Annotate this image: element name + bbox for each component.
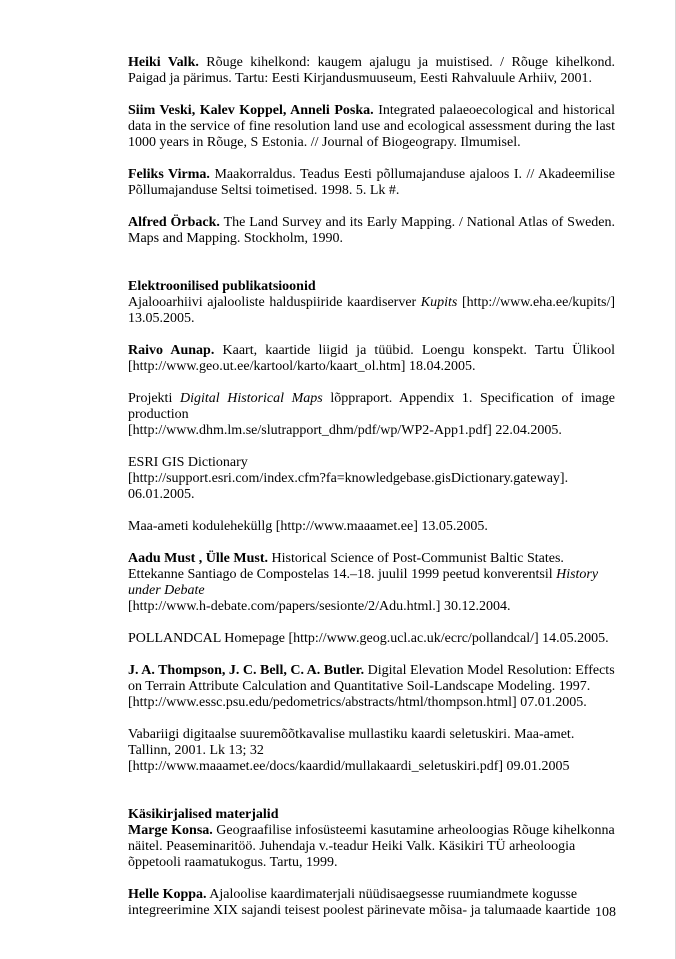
reference-text: lõppraport. Appendix 1. Specification of image production: [128, 391, 615, 422]
reference-text: Maakorraldus. Teadus Eesti põllumajanduse ajaloos I. // Akadeemilise Põllumajanduse Seltsi toimetised. 1998. 5. Lk #.: [128, 167, 616, 198]
reference-italic: Digital Historical Maps: [179, 391, 323, 406]
reference-text: Rõuge kihelkond: kaugem ajalugu ja muistised. / Rõuge kihelkond. Paigad ja pärimus. Tartu: Eesti Kirjandusmuuseum, Eesti Rahvaluule Arhiiv, 2001.: [128, 55, 615, 86]
reference-author: Alfred Örback.: [128, 215, 220, 230]
reference-text: Integrated palaeoecological and historical data in the service of fine resolution land use and ecological assessment during the last 1000 years in Rõuge, S Estonia. // Journal of Biogeograpy. Ilmumisel.: [128, 103, 615, 150]
reference-line: [128, 551, 615, 599]
reference-url: [http://www.essc.psu.edu/pedometrics/abstracts/html/thompson.html] 07.01.2005.: [128, 695, 587, 710]
reference-entry: [128, 103, 615, 151]
reference-entry: [128, 663, 615, 711]
reference-url: [http://www.dhm.lm.se/slutrapport_dhm/pdf/wp/WP2-App1.pdf] 22.04.2005.: [128, 423, 562, 438]
reference-entry: [128, 519, 615, 535]
reference-entry: [128, 455, 615, 503]
reference-author: J. A. Thompson, J. C. Bell, C. A. Butler.: [128, 663, 365, 678]
reference-entry: [128, 631, 615, 647]
reference-text: Projekti: [128, 391, 180, 406]
reference-entry: [128, 887, 615, 919]
section-heading-manuscripts: Käsikirjalised materjalid: [128, 807, 279, 822]
reference-italic: Kupits: [420, 295, 458, 310]
reference-entry: [128, 343, 615, 375]
reference-author: Siim Veski, Kalev Koppel, Anneli Poska.: [128, 103, 374, 118]
reference-text: Historical Science of Post-Communist Baltic States. Ettekanne Santiago de Compostelas 14.–18. juulil 1999 peetud konverentsil: [128, 551, 564, 582]
reference-entry: [128, 167, 615, 199]
reference-author: Helle Koppa.: [128, 887, 207, 902]
reference-line: [128, 391, 615, 423]
reference-author: Aadu Must , Ülle Must.: [128, 551, 269, 566]
reference-date: 06.01.2005.: [128, 487, 195, 502]
reference-author: Marge Konsa.: [128, 823, 213, 838]
reference-entry: [128, 55, 615, 87]
reference-entry: [128, 215, 615, 247]
reference-entry: [128, 551, 615, 615]
reference-text: Maa-ameti koduleheküllg [http://www.maaamet.ee] 13.05.2005.: [128, 519, 488, 534]
section-spacer: [128, 263, 615, 279]
reference-text: Digital Elevation Model Resolution: Effects on Terrain Attribute Calculation and Quantitative Soil-Landscape Modeling. 1997.: [128, 663, 615, 694]
reference-author: Heiki Valk.: [128, 55, 199, 70]
reference-entry: [128, 823, 615, 871]
reference-entry: [128, 295, 615, 327]
reference-text: The Land Survey and its Early Mapping. / National Atlas of Sweden. Maps and Mapping. Stockholm, 1990.: [128, 215, 615, 246]
reference-text: Kaart, kaartide liigid ja tüübid. Loengu konspekt. Tartu Ülikool [http://www.geo.ut.ee/kartool/karto/kaart_ol.htm] 18.04.2005.: [128, 343, 615, 374]
reference-text: ESRI GIS Dictionary: [128, 455, 248, 470]
reference-author: Raivo Aunap.: [128, 343, 215, 358]
reference-line: [128, 663, 615, 695]
reference-text: Geograafilise infosüsteemi kasutamine arheoloogias Rõuge kihelkonna näitel. Peaseminaritöö. Juhendaja v.-teadur Heiki Valk. Käsikiri TÜ arheoloogia õppetooli raamatukogus. Tartu, 1999.: [128, 823, 615, 870]
reference-entry: [128, 391, 615, 439]
reference-url: [http://www.maaamet.ee/docs/kaardid/mullakaardi_seletuskiri.pdf] 09.01.2005: [128, 759, 570, 774]
reference-text: Ajaloolise kaardimaterjali nüüdisaegsesse ruumiandmete kogusse integreerimine XIX sajandi teisest poolest pärinevate mõisa- ja talumaade kaartide: [128, 887, 591, 918]
reference-italic: History under Debate: [128, 567, 599, 598]
section-heading-electronic: Elektroonilised publikatsioonid: [128, 279, 316, 294]
reference-url: [http://www.h-debate.com/papers/sesionte/2/Adu.html.] 30.12.2004.: [128, 599, 511, 614]
reference-entry: [128, 727, 615, 775]
page-number: 108: [595, 905, 616, 920]
reference-author: Feliks Virma.: [128, 167, 210, 182]
reference-url: [http://support.esri.com/index.cfm?fa=knowledgebase.gisDictionary.gateway].: [128, 471, 569, 486]
reference-text: Vabariigi digitaalse suuremõõtkavalise mullastiku kaardi seletuskiri. Maa-amet. Tallinn, 2001. Lk 13; 32: [128, 727, 575, 758]
reference-text: [http://www.eha.ee/kupits/] 13.05.2005.: [128, 295, 615, 326]
reference-text: Ajalooarhiivi ajalooliste halduspiiride kaardiserver: [128, 295, 421, 310]
bibliography-content: [128, 55, 615, 935]
reference-text: POLLANDCAL Homepage [http://www.geog.ucl.ac.uk/ecrc/pollandcal/] 14.05.2005.: [128, 631, 609, 646]
section-spacer: [128, 791, 615, 807]
